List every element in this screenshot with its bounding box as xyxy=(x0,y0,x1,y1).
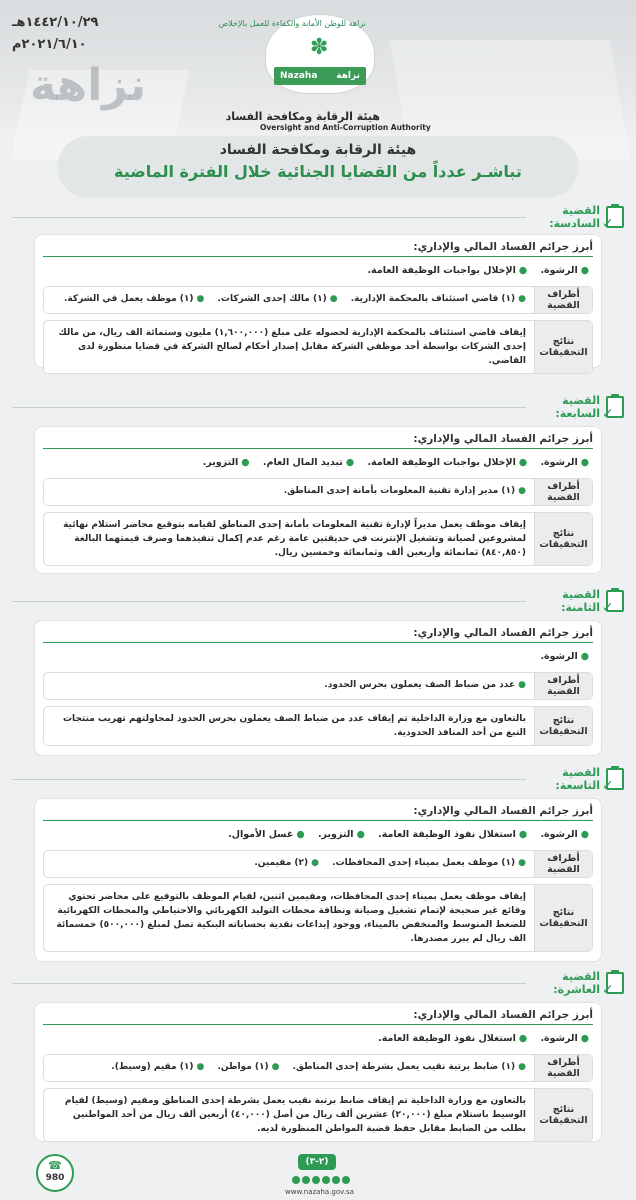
case-card xyxy=(34,798,602,962)
case-title: القضية الثامنة: xyxy=(561,588,600,614)
parties-label: أطراف القضية xyxy=(534,1055,592,1081)
case-section xyxy=(0,972,636,1142)
case-title: القضية التاسعة: xyxy=(555,766,600,792)
crimes-heading-text: أبرز جرائم الفساد المالي والإداري: xyxy=(413,433,593,445)
crimes-list xyxy=(35,825,601,846)
case-title: القضية السابعة: xyxy=(555,394,600,420)
results-label: نتائج التحقيقات xyxy=(534,321,592,373)
date-hijri: ١٤٤٢/١٠/٢٩هـ xyxy=(12,15,99,30)
party-item: (١) موظف يعمل بميناء إحدى المحافظات. xyxy=(332,858,516,868)
parties-row xyxy=(43,850,593,878)
party-item: (١) مالك إحدى الشركات. xyxy=(217,294,327,304)
case-title: القضية السادسة: xyxy=(549,204,600,230)
logo-bar xyxy=(274,67,366,85)
crime-item: ●استغلال نفوذ الوظيفة العامة. xyxy=(378,1033,528,1044)
parties-label: أطراف القضية xyxy=(534,287,592,313)
party-item: (١) مقيم (وسيط). xyxy=(111,1062,194,1072)
case-label xyxy=(529,768,624,790)
crimes-heading xyxy=(35,235,601,261)
results-text: إيقاف موظف يعمل مديراً لإدارة تقنية المعلومات بأمانة إحدى المناطق لقيامه بتوقيع محاضر استلام نهائية لمشروعين لصيانة وتشغيل الإنترنت في حديقتين عامة رغم عدم إكمال تنفيذهما وصرف قيمتهما البالغة (٨٤٠,٨٥٠) ثمانمائة وأربعين ألف وثمانمائة وخمسين ريال. xyxy=(63,520,526,558)
crimes-list xyxy=(35,647,601,668)
parties-text: ●عدد من ضباط الصف يعملون بحرس الحدود. xyxy=(324,680,526,690)
heading-underline xyxy=(43,820,593,821)
crime-item: ●الرشوة. xyxy=(540,651,589,662)
parties-row xyxy=(43,478,593,506)
crime-item: ●الرشوة. xyxy=(540,457,589,468)
parties-text: ●(١) ضابط برتبة نقيب يعمل بشرطة إحدى المناطق. ●(١) مواطن. ●(١) مقيم (وسيط). xyxy=(111,1062,526,1072)
clipboard-check-icon xyxy=(606,396,624,418)
results-label: نتائج التحقيقات xyxy=(534,513,592,565)
crimes-heading xyxy=(35,427,601,453)
heading-underline xyxy=(43,1024,593,1025)
website-link[interactable]: www.nazaha.gov.sa xyxy=(285,1188,354,1196)
case-title: القضية العاشرة: xyxy=(553,970,600,996)
case-section xyxy=(0,590,636,760)
results-label: نتائج التحقيقات xyxy=(534,707,592,745)
results-row xyxy=(43,884,593,952)
title-banner xyxy=(58,136,578,196)
case-section xyxy=(0,396,636,582)
crimes-heading xyxy=(35,799,601,825)
title-line-1: هيئة الرقابة ومكافحة الفساد xyxy=(219,142,417,158)
results-label: نتائج التحقيقات xyxy=(534,1089,592,1141)
crimes-heading-text: أبرز جرائم الفساد المالي والإداري: xyxy=(413,241,593,253)
social-icon[interactable] xyxy=(342,1176,350,1184)
crime-item: ●غسل الأموال. xyxy=(228,829,305,840)
heading-underline xyxy=(43,642,593,643)
social-links xyxy=(292,1176,350,1184)
date-gregorian: ٢٠٢١/٦/١٠م xyxy=(12,37,87,52)
results-text: إيقاف قاضي استئناف بالمحكمة الإدارية لحصوله على مبلغ (١,٦٠٠,٠٠٠) مليون وستمائة الف ريال، من مالك إحدى الشركات بواسطة أحد موظفي الشركة مقابل إصدار أحكام لصالح الشركة في قضايا منظورة لدى القاضي. xyxy=(58,328,526,366)
results-row xyxy=(43,512,593,566)
org-name-ar: هيئة الرقابة ومكافحة الفساد xyxy=(225,110,380,123)
crimes-heading xyxy=(35,621,601,647)
divider xyxy=(12,407,526,408)
social-icon[interactable] xyxy=(332,1176,340,1184)
crimes-heading-text: أبرز جرائم الفساد المالي والإداري: xyxy=(413,805,593,817)
crimes-list xyxy=(35,1029,601,1050)
case-label xyxy=(529,972,624,994)
results-row xyxy=(43,1088,593,1142)
clipboard-check-icon xyxy=(606,206,624,228)
social-icon[interactable] xyxy=(302,1176,310,1184)
case-label xyxy=(529,396,624,418)
heading-underline xyxy=(43,256,593,257)
palm-icon: ✽ xyxy=(310,35,329,60)
party-item: (٢) مقيمين. xyxy=(254,858,309,868)
clipboard-check-icon xyxy=(606,768,624,790)
crimes-list xyxy=(35,453,601,474)
crime-item: ●التزوير. xyxy=(202,457,250,468)
parties-row xyxy=(43,286,593,314)
logo-arc-text: نزاهة للوطن الأمانة والكفاءة للعمل بالإخلاص xyxy=(218,19,366,28)
logo xyxy=(218,14,431,132)
parties-text: ●(١) مدير إدارة تقنية المعلومات بأمانة إحدى المناطق. xyxy=(283,486,526,496)
party-item: (١) موظف يعمل في الشركة. xyxy=(63,294,194,304)
party-item: (١) مواطن. xyxy=(217,1062,269,1072)
nazaha-emblem xyxy=(218,14,375,94)
crime-item: ●الرشوة. xyxy=(540,265,589,276)
hotline-badge[interactable] xyxy=(36,1154,74,1192)
social-icon[interactable] xyxy=(322,1176,330,1184)
case-card xyxy=(34,1002,602,1142)
parties-row xyxy=(43,1054,593,1082)
social-icon[interactable] xyxy=(312,1176,320,1184)
party-item: عدد من ضباط الصف يعملون بحرس الحدود. xyxy=(324,680,516,690)
crimes-heading xyxy=(35,1003,601,1029)
crime-item: ●الإخلال بواجبات الوظيفة العامة. xyxy=(367,457,528,468)
crimes-heading-text: أبرز جرائم الفساد المالي والإداري: xyxy=(413,627,593,639)
divider xyxy=(12,779,526,780)
parties-label: أطراف القضية xyxy=(534,479,592,505)
crime-item: ●الرشوة. xyxy=(540,1033,589,1044)
parties-label: أطراف القضية xyxy=(534,673,592,699)
clipboard-check-icon xyxy=(606,972,624,994)
crimes-heading-text: أبرز جرائم الفساد المالي والإداري: xyxy=(413,1009,593,1021)
dates xyxy=(12,12,98,56)
watermark-text: نزاهة xyxy=(30,60,147,111)
page-number: (٢-٣) xyxy=(298,1154,336,1170)
crime-item: ●تبديد المال العام. xyxy=(262,457,355,468)
social-icon[interactable] xyxy=(292,1176,300,1184)
case-card xyxy=(34,426,602,574)
footer xyxy=(0,1150,636,1200)
phone-icon: ☎ xyxy=(48,1159,62,1172)
case-label xyxy=(529,206,624,228)
party-item: (١) قاضي استئناف بالمحكمة الإدارية. xyxy=(350,294,516,304)
results-row xyxy=(43,706,593,746)
case-section xyxy=(0,206,636,374)
crimes-list xyxy=(35,261,601,282)
divider xyxy=(12,601,526,602)
results-text: بالتعاون مع وزارة الداخلية تم إيقاف عدد من ضباط الصف يعملون بحرس الحدود لمحاولتهم تهريب منتجات التبغ من أحد المنافذ الحدودية. xyxy=(63,714,526,738)
divider xyxy=(12,983,526,984)
clipboard-check-icon xyxy=(606,590,624,612)
results-row xyxy=(43,320,593,374)
crime-item: ●الإخلال بواجبات الوظيفة العامة. xyxy=(367,265,528,276)
crime-item: ●التزوير. xyxy=(317,829,365,840)
org-name-en: Oversight and Anti-Corruption Authority xyxy=(260,123,431,132)
case-card xyxy=(34,620,602,756)
parties-label: أطراف القضية xyxy=(534,851,592,877)
case-label xyxy=(529,590,624,612)
results-text: إيقاف موظف يعمل بميناء إحدى المحافظات، ومقيمين اثنين، لقيام الموظف بالتوقيع على محاضر تحتوي وقائع غير صحيحة لإتمام تشغيل وصيانة ونظافة محطات التوليد الكهربائي والاحتياطي والمحطات الكهربائية للضغط المتوسط والمنخفض بالميناء، ووجود إيداعات نقدية بحساباته البنكية تصل لمبلغ (٥٠٠,٠٠٠) خمسمائة الف ريال لم يبرر مصدرها. xyxy=(56,892,526,944)
logo-ar: نزاهة xyxy=(336,71,360,81)
logo-en: Nazaha xyxy=(280,71,318,81)
party-item: (١) ضابط برتبة نقيب يعمل بشرطة إحدى المناطق. xyxy=(292,1062,516,1072)
divider xyxy=(12,217,526,218)
parties-text: ●(١) قاضي استئناف بالمحكمة الإدارية. ●(١) مالك إحدى الشركات. ●(١) موظف يعمل في الشركة. xyxy=(63,294,526,304)
parties-text: ●(١) موظف يعمل بميناء إحدى المحافظات. ●(٢) مقيمين. xyxy=(254,858,526,868)
heading-underline xyxy=(43,448,593,449)
party-item: (١) مدير إدارة تقنية المعلومات بأمانة إحدى المناطق. xyxy=(283,486,516,496)
hotline-number: 980 xyxy=(45,1173,65,1183)
title-line-2: تباشـر عدداً من القضايا الجنائية خلال الفترة الماضية xyxy=(114,162,522,181)
results-text: بالتعاون مع وزارة الداخلية تم إيقاف ضابط برتبة نقيب يعمل بشرطة إحدى المناطق ومقيم (وسيط) لقيام الوسيط باستلام مبلغ (٢٠,٠٠٠) عشرين ألف ريال من أصل (٤٠,٠٠٠) أربعين ألف ريال من أحد المواطنين بطلب من الضابط مقابل حفظ قضية المواطن المنظورة لديه. xyxy=(64,1096,526,1134)
crime-item: ●استغلال نفوذ الوظيفة العامة. xyxy=(378,829,528,840)
case-section xyxy=(0,768,636,966)
crime-item: ●الرشوة. xyxy=(540,829,589,840)
results-label: نتائج التحقيقات xyxy=(534,885,592,951)
case-card xyxy=(34,234,602,368)
parties-row xyxy=(43,672,593,700)
